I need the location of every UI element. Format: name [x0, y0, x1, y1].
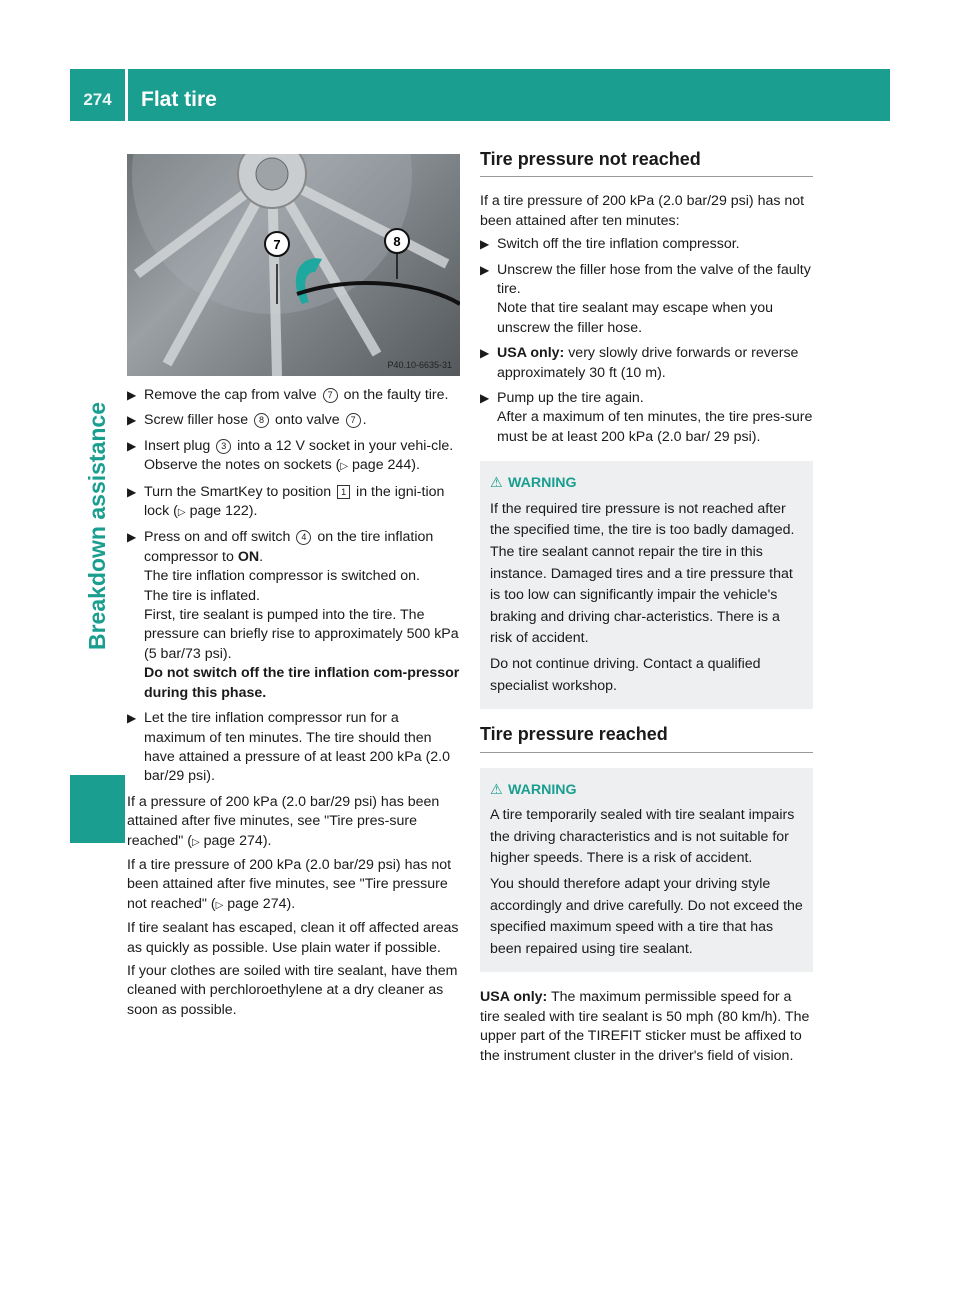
list-item: ▶ Let the tire inflation compressor run for a maximum of ten minutes. The tire should then have attained a pressure of at least 200 kPa (2.0 bar/29 psi). — [127, 710, 451, 785]
list-item: ▶ Pump up the tire again. After a maximum of ten minutes, the tire pres-sure must be at least 200 kPa (2.0 bar/ 29 psi). — [480, 390, 813, 445]
step-arrow-icon: ▶ — [480, 346, 490, 361]
callout-7: 7 — [273, 237, 281, 252]
page-ref-icon: ▷ — [177, 507, 186, 519]
page-number: 274 — [83, 90, 112, 109]
page-ref-link[interactable]: page 244 — [352, 457, 412, 474]
step-arrow-icon: ▶ — [127, 484, 137, 499]
page-ref-link[interactable]: page 274 — [227, 895, 287, 912]
side-tab-block — [70, 775, 125, 843]
wheel-illustration — [127, 154, 460, 376]
step-arrow-icon: ▶ — [127, 438, 137, 453]
warning-triangle-icon: ⚠ — [490, 781, 503, 798]
page-ref-link[interactable]: page 122 — [189, 503, 249, 520]
section-heading: Tire pressure reached — [480, 725, 813, 752]
step-arrow-icon: ▶ — [127, 711, 137, 726]
wheel-image-icon — [127, 154, 460, 376]
page-title: Flat tire — [141, 88, 217, 111]
list-item: ▶ Unscrew the filler hose from the valve of the faulty tire. Note that tire sealant may escape when you unscrew the filler hose. — [480, 261, 811, 336]
list-item: ▶ Turn the SmartKey to position 1 in the igni-tion lock (▷ page 122). — [127, 483, 445, 520]
page-ref-icon: ▷ — [215, 899, 224, 911]
list-item: ▶ Screw filler hose 8 onto valve 7 . — [127, 411, 460, 430]
left-column: ▶ Remove the cap from valve 7 on the faulty tire. ▶ Screw filler hose 8 onto valve 7 . ▶ Insert plug 3 into a 12 V socket in your vehi-cle. Observe the notes on sockets (▷ page 244). ▶ Turn the SmartKey to position 1 in the igni-tion lock (▷ page 122). ▶ Press on and off switch 4 on the tire inflation compressor to ON. The tire inflation compressor is switched on. The tire is inflated. First, tire sealant is pumped into the tire. The pressure can briefly rise to approximately 500 kPa (5 bar/73 psi). Do not switch off the tire inflation com-pressor during this phase. ▶ Let the tire inflation compressor run for a maximum of ten minutes. The tire should then have attained a pressure of at least 200 kPa (2.0 bar/29 psi). If a pressure of 200 kPa (2.0 bar/29 psi) has been attained after five minutes, see "Tire pres-sure reached" (▷ page 274). If a tire pressure of 200 kPa (2.0 bar/29 psi) has not been attained after five minutes, see "Tire pressure not reached" (▷ page 274). If tire sealant has escaped, clean it off affected areas as quickly as possible. Use plain water if possible. If your clothes are soiled with tire sealant, have them cleaned with perchloroethylene at a dry cleaner as soon as possible. — [127, 387, 460, 1018]
page-ref-icon: ▷ — [340, 461, 349, 473]
warning-box: ⚠ WARNING If the required tire pressure is not reached after the specified time, the tire is too badly damaged. The tire sealant cannot repair the tire in this instance. Damaged tires and a tire pressure that is too low can significantly impair the vehicle's braking and driving char-acteristics. There is a risk of accident. Do not continue driving. Contact a qualified specialist workshop. — [480, 461, 813, 709]
step-arrow-icon: ▶ — [127, 388, 137, 402]
list-item: ▶ Insert plug 3 into a 12 V socket in your vehi-cle. Observe the notes on sockets (▷ page 244). — [127, 437, 454, 474]
page-ref-link[interactable]: page 274 — [203, 832, 263, 849]
warning-triangle-icon: ⚠ — [490, 475, 503, 492]
list-item: ▶ Remove the cap from valve 7 on the faulty tire. — [127, 386, 460, 405]
step-arrow-icon: ▶ — [480, 237, 490, 252]
step-arrow-icon: ▶ — [480, 262, 490, 277]
page-ref-icon: ▷ — [191, 836, 200, 848]
figure-code: P40.10-6635-31 — [387, 360, 452, 370]
right-column: Tire pressure not reached If a tire pressure of 200 kPa (2.0 bar/29 psi) has not been attained after ten minutes: ▶ Switch off the tire inflation compressor. ▶ Unscrew the filler hose from the valve of the faulty tire. Note that tire sealant may escape when you unscrew the filler hose. ▶ USA only: very slowly drive forwards or reverse approximately 30 ft (10 m). ▶ Pump up the tire again. After a maximum of ten minutes, the tire pres-sure must be at least 200 kPa (2.0 bar/ 29 psi). ⚠ WARNING If the required tire pressure is not reached after the specified time, the tire is too badly damaged. The tire sealant cannot repair the tire in this instance. Damaged tires and a tire pressure that is too low can significantly impair the vehicle's braking and driving char-acteristics. There is a risk of accident. Do not continue driving. Contact a qualified specialist workshop. Tire pressure reached ⚠ WARNING A tire temporarily sealed with tire sealant impairs the driving characteristics and is not suitable for higher speeds. There is a risk of accident. You should therefore adapt your driving style accordingly and drive carefully. Do not exceed the specified maximum speed with a tire that has been repaired using tire sealant. USA only: The maximum permissible speed for a tire sealed with tire sealant is 50 mph (80 km/h). The upper part of the TIREFIT sticker must be affixed to the instrument cluster in the driver's field of vision. — [480, 149, 813, 1064]
section-heading: Tire pressure not reached — [480, 150, 813, 177]
header-divider — [125, 69, 128, 121]
list-item: ▶ Switch off the tire inflation compressor. — [480, 235, 813, 254]
step-arrow-icon: ▶ — [127, 530, 137, 545]
step-arrow-icon: ▶ — [127, 413, 137, 428]
list-item: ▶ Press on and off switch 4 on the tire inflation compressor to ON. The tire inflation compressor is switched on. The tire is inflated. First, tire sealant is pumped into the tire. The pressure can briefly rise to approximately 500 kPa (5 bar/73 psi). Do not switch off the tire inflation com-pressor during this phase. — [127, 529, 460, 701]
step-arrow-icon: ▶ — [480, 391, 490, 406]
section-side-tab: Breakdown assistance — [84, 401, 110, 650]
callout-8: 8 — [393, 234, 401, 249]
warning-box: ⚠ WARNING A tire temporarily sealed with tire sealant impairs the driving characteristics and is not suitable for higher speeds. There is a risk of accident. You should therefore adapt your driving style accordingly and drive carefully. Do not exceed the specified maximum speed with a tire that has been repaired using tire sealant. — [480, 768, 813, 973]
list-item: ▶ USA only: very slowly drive forwards or reverse approximately 30 ft (10 m). — [480, 345, 799, 381]
